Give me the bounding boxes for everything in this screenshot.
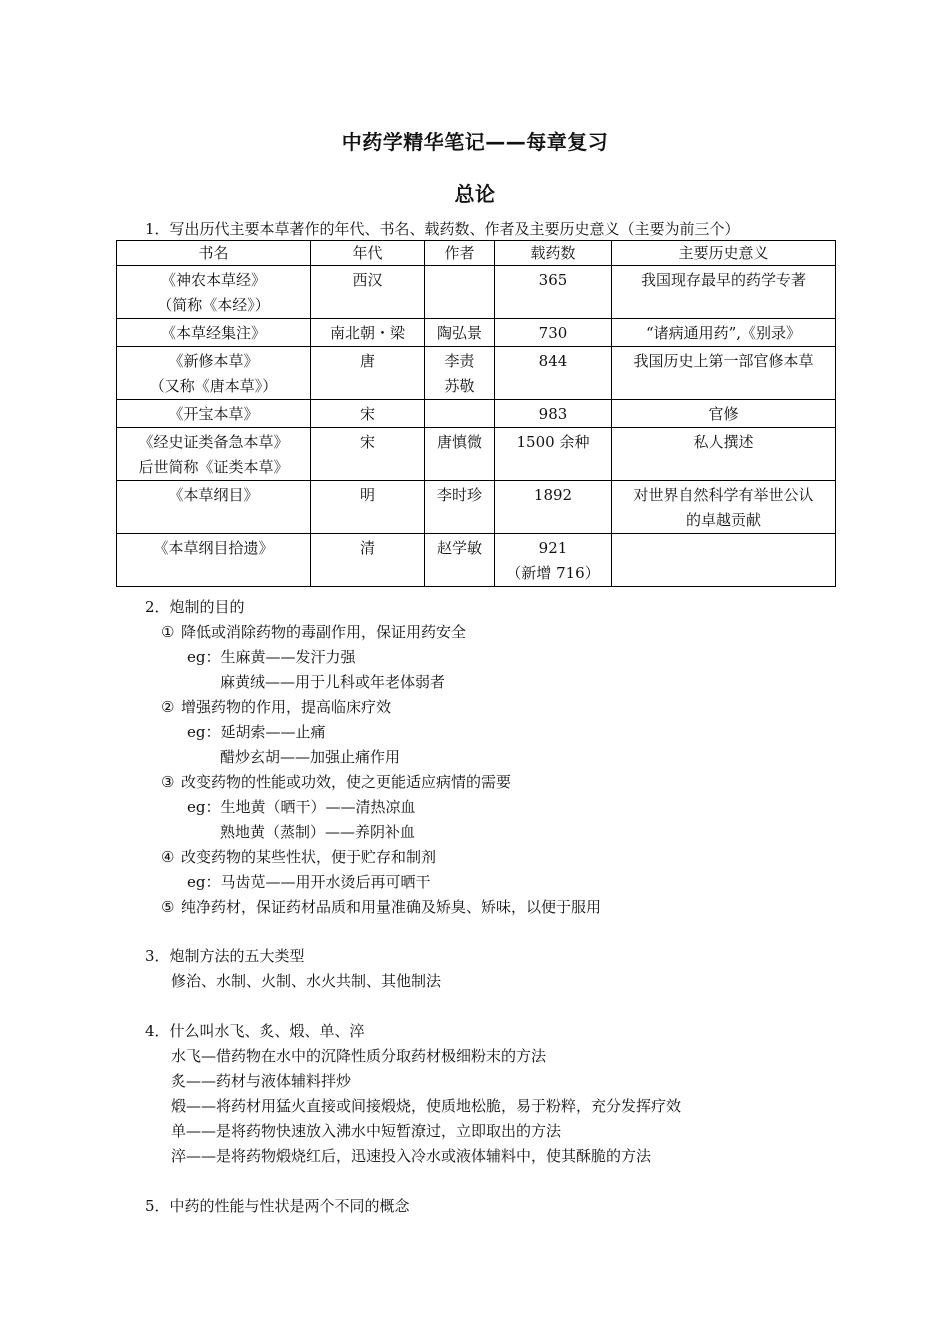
author-cell	[425, 428, 495, 481]
cell-line: 《开宝本草》	[168, 405, 259, 423]
example-line: eg：马齿苋——用开水烫后再可晒干	[187, 873, 431, 891]
item-marker: ④	[161, 848, 175, 866]
example-line: eg：生地黄（晒干）——清热凉血	[187, 798, 416, 816]
cell-line: 南北朝・梁	[329, 324, 405, 342]
cell-line: 西汉	[352, 271, 383, 289]
header-cell: 主要历史意义	[612, 241, 836, 266]
book-name-cell	[117, 428, 311, 481]
item-text: 改变药物的某些性状，便于贮存和制剂	[181, 848, 437, 866]
header-cell: 作者	[425, 241, 495, 266]
header-cell: 载药数	[495, 241, 612, 266]
cell-line: 1892	[533, 486, 573, 504]
book-name-cell	[117, 400, 311, 428]
list-item	[161, 697, 391, 717]
author-cell	[425, 266, 495, 319]
cell-line: 明	[359, 486, 375, 504]
page-subtitle: 总论	[454, 182, 496, 206]
item-text: 改变药物的性能或功效，使之更能适应病情的需要	[181, 773, 512, 791]
author-cell	[425, 481, 495, 534]
section-5-heading: 5．中药的性能与性状是两个不同的概念	[145, 1197, 410, 1215]
cell-line: 983	[538, 405, 568, 423]
meaning-cell	[612, 400, 836, 428]
count-cell	[495, 428, 612, 481]
cell-line	[427, 268, 492, 293]
page-title: 中药学精华笔记——每章复习	[341, 130, 609, 154]
list-item	[161, 897, 601, 917]
cell-line: 《经史证类备急本草》	[138, 433, 289, 451]
cell-line: 官修	[708, 405, 739, 423]
cell-line: 730	[538, 324, 568, 342]
header-cell: 书名	[117, 241, 311, 266]
era-cell	[311, 266, 425, 319]
author-cell	[425, 319, 495, 347]
cell-line: “诸病通用药”,《别录》	[645, 324, 802, 342]
cell-line: 《神农本草经》	[160, 271, 266, 289]
item-marker: ③	[161, 773, 175, 791]
cell-line: 《本草纲目》	[168, 486, 259, 504]
list-item	[161, 622, 466, 642]
cell-line: 李时珍	[436, 486, 482, 504]
count-cell	[495, 534, 612, 587]
cell-line: 陶弘景	[436, 324, 482, 342]
meaning-cell	[612, 347, 836, 400]
header-cell: 年代	[311, 241, 425, 266]
meaning-cell	[612, 534, 836, 587]
cell-line: 365	[538, 271, 568, 289]
count-cell	[495, 266, 612, 319]
herbal-classics-table	[116, 240, 836, 587]
era-cell	[311, 400, 425, 428]
cell-line: 唐慎微	[436, 433, 482, 451]
table-row	[117, 347, 836, 400]
item-marker: ⑤	[161, 898, 175, 916]
cell-line: 844	[538, 352, 568, 370]
count-cell	[495, 481, 612, 534]
cell-line: 宋	[359, 433, 375, 451]
meaning-cell	[612, 319, 836, 347]
cell-line: 《本草纲目拾遗》	[153, 539, 274, 557]
example-line: eg：延胡索——止痛	[187, 723, 326, 741]
cell-line	[614, 536, 833, 561]
cell-line: 921	[538, 539, 568, 557]
cell-line: 的卓越贡献	[685, 511, 761, 529]
count-cell	[495, 319, 612, 347]
cell-line: 赵学敏	[436, 539, 482, 557]
definition-line: 炙——药材与液体辅料拌炒	[171, 1072, 352, 1090]
era-cell	[311, 534, 425, 587]
definition-line: 单——是将药物快速放入沸水中短暂潦过，立即取出的方法	[171, 1122, 562, 1140]
item-marker: ②	[161, 698, 175, 716]
count-cell	[495, 347, 612, 400]
cell-line: （新增 716）	[506, 564, 600, 582]
meaning-cell	[612, 428, 836, 481]
cell-line	[427, 402, 492, 427]
author-cell	[425, 400, 495, 428]
table-row	[117, 319, 836, 347]
book-name-cell	[117, 347, 311, 400]
section-4-heading: 4．什么叫水飞、炙、煅、单、淬	[145, 1022, 365, 1040]
cell-line: 对世界自然科学有举世公认	[633, 486, 814, 504]
section-3-body: 修治、水制、火制、水火共制、其他制法	[171, 972, 442, 990]
cell-line: 后世简称《证类本草》	[138, 458, 289, 476]
definition-line: 水飞—借药物在水中的沉降性质分取药材极细粉末的方法	[171, 1047, 547, 1065]
cell-line: 唐	[359, 352, 375, 370]
cell-line: 1500 余种	[516, 433, 590, 451]
example-line: 醋炒玄胡——加强止痛作用	[220, 748, 401, 766]
book-name-cell	[117, 534, 311, 587]
section-3-heading: 3．炮制方法的五大类型	[145, 947, 305, 965]
cell-line: 宋	[359, 405, 375, 423]
book-name-cell	[117, 319, 311, 347]
table-row	[117, 428, 836, 481]
item-text: 增强药物的作用，提高临床疗效	[181, 698, 392, 716]
item-text: 纯净药材，保证药材品质和用量准确及矫臭、矫味，以便于服用	[181, 898, 602, 916]
list-item	[161, 847, 436, 867]
author-cell	[425, 534, 495, 587]
definition-line: 煅——将药材用猛火直接或间接煅烧，使质地松脆，易于粉粹，充分发挥疗效	[171, 1097, 682, 1115]
section-2-heading: 2．炮制的目的	[145, 598, 245, 616]
count-cell	[495, 400, 612, 428]
cell-line: 《新修本草》	[168, 352, 259, 370]
author-cell	[425, 347, 495, 400]
list-item	[161, 772, 511, 792]
table-row	[117, 400, 836, 428]
table-row	[117, 481, 836, 534]
era-cell	[311, 481, 425, 534]
question-1: 1．写出历代主要本草著作的年代、书名、载药数、作者及主要历史意义（主要为前三个）	[145, 220, 740, 238]
item-marker: ①	[161, 623, 175, 641]
meaning-cell	[612, 266, 836, 319]
era-cell	[311, 347, 425, 400]
book-name-cell	[117, 481, 311, 534]
definition-line: 淬——是将药物煅烧红后，迅速投入冷水或液体辅料中，使其酥脆的方法	[171, 1147, 652, 1165]
cell-line: 我国现存最早的药学专著	[640, 271, 806, 289]
cell-line: （简称《本经》）	[157, 296, 270, 314]
example-line: eg：生麻黄——发汗力强	[187, 648, 356, 666]
table-header-row	[117, 241, 836, 266]
table-row	[117, 266, 836, 319]
example-line: 熟地黄（蒸制）——养阴补血	[220, 823, 416, 841]
cell-line: （又称《唐本草》）	[149, 377, 278, 395]
meaning-cell	[612, 481, 836, 534]
cell-line: 李责	[444, 352, 475, 370]
cell-line: 清	[359, 539, 375, 557]
era-cell	[311, 428, 425, 481]
book-name-cell	[117, 266, 311, 319]
example-line: 麻黄绒——用于儿科或年老体弱者	[220, 673, 446, 691]
cell-line: 苏敬	[444, 377, 475, 395]
cell-line: 《本草经集注》	[160, 324, 266, 342]
cell-line: 私人撰述	[693, 433, 754, 451]
item-text: 降低或消除药物的毒副作用，保证用药安全	[181, 623, 467, 641]
cell-line: 我国历史上第一部官修本草	[633, 352, 814, 370]
era-cell	[311, 319, 425, 347]
table-row	[117, 534, 836, 587]
